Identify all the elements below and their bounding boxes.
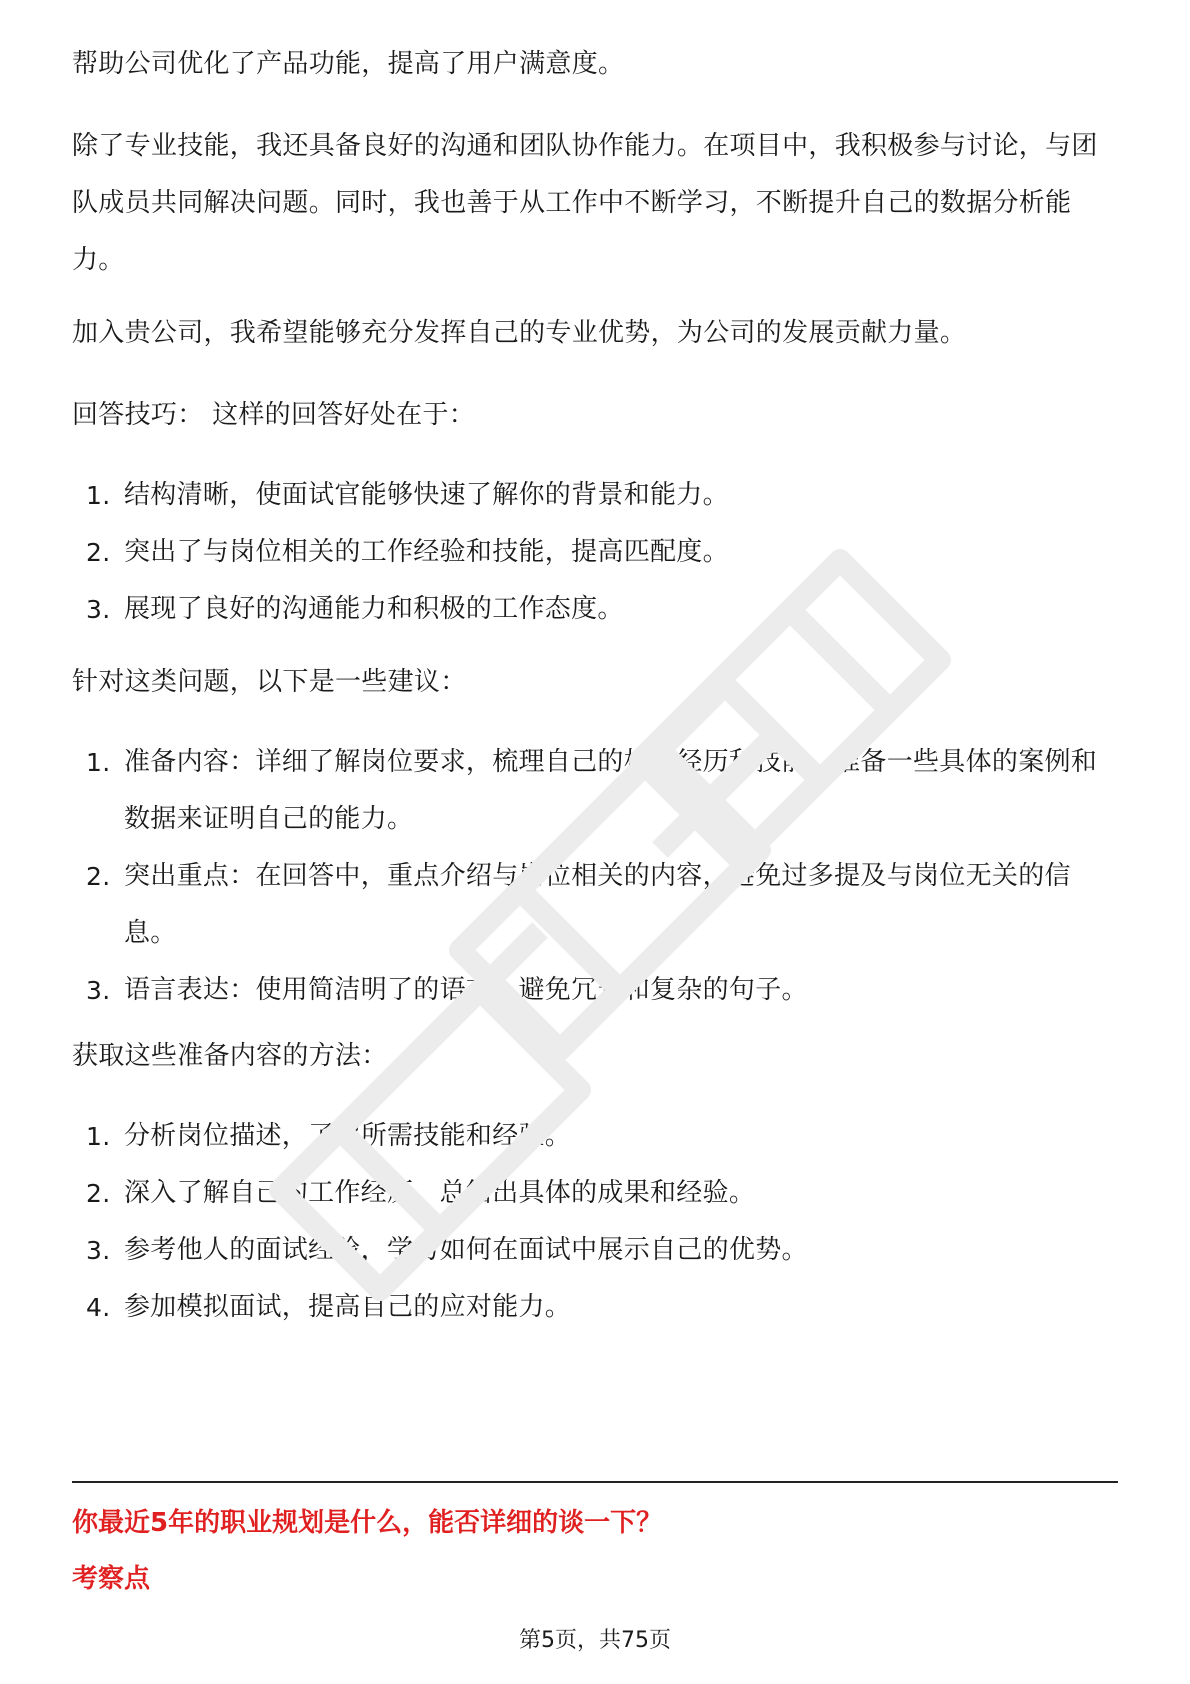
list-number: 2. xyxy=(86,538,111,567)
list-text: 参加模拟面试，提高自己的应对能力。 xyxy=(124,1292,572,1322)
paragraph-3: 加入贵公司，我希望能够充分发挥自己的专业优势，为公司的发展贡献力量。 xyxy=(72,318,967,348)
list-item xyxy=(72,1279,1118,1336)
method-intro: 获取这些准备内容的方法： xyxy=(72,1041,388,1071)
list-number: 1. xyxy=(86,1122,111,1151)
list-item xyxy=(72,1108,1118,1165)
list-number: 4. xyxy=(86,1293,111,1322)
advice-list xyxy=(72,734,1118,1019)
answer-tips-heading: 回答技巧： 这样的回答好处在于： xyxy=(72,400,476,430)
list-text: 深入了解自己的工作经历，总结出具体的成果和经验。 xyxy=(124,1178,756,1208)
list-item xyxy=(72,848,1118,962)
list-text: 准备内容：详细了解岗位要求，梳理自己的相关经历和技能，准备一些具体的案例和数据来证明自己的能力。 xyxy=(124,747,1098,834)
list-number: 3. xyxy=(86,1236,111,1265)
list-item xyxy=(72,1165,1118,1222)
paragraph-1: 帮助公司优化了产品功能，提高了用户满意度。 xyxy=(72,49,625,79)
section-divider xyxy=(72,1481,1118,1483)
list-item xyxy=(72,734,1118,848)
tips-list xyxy=(72,467,1118,638)
method-list xyxy=(72,1108,1118,1336)
list-item xyxy=(72,524,1118,581)
section-label: 考察点 xyxy=(72,1564,151,1594)
list-text: 突出了与岗位相关的工作经验和技能，提高匹配度。 xyxy=(124,537,729,567)
document-page xyxy=(72,0,1118,1684)
list-number: 2. xyxy=(86,862,111,891)
list-number: 3. xyxy=(86,595,111,624)
page-footer: 第5页，共75页 xyxy=(519,1628,671,1653)
list-text: 突出重点：在回答中，重点介绍与岗位相关的内容，避免过多提及与岗位无关的信息。 xyxy=(124,861,1071,948)
list-number: 3. xyxy=(86,976,111,1005)
list-number: 2. xyxy=(86,1179,111,1208)
list-number: 1. xyxy=(86,748,111,777)
list-text: 结构清晰，使面试官能够快速了解你的背景和能力。 xyxy=(124,480,729,510)
list-text: 展现了良好的沟通能力和积极的工作态度。 xyxy=(124,594,624,624)
list-item xyxy=(72,581,1118,638)
list-text: 分析岗位描述，了解所需技能和经验。 xyxy=(124,1121,572,1151)
advice-intro: 针对这类问题，以下是一些建议： xyxy=(72,667,467,697)
list-item xyxy=(72,1222,1118,1279)
list-item xyxy=(72,467,1118,524)
list-text: 参考他人的面试经验，学习如何在面试中展示自己的优势。 xyxy=(124,1235,808,1265)
list-number: 1. xyxy=(86,481,111,510)
list-item xyxy=(72,962,1118,1019)
list-text: 语言表达：使用简洁明了的语言，避免冗长和复杂的句子。 xyxy=(124,975,808,1005)
question-heading: 你最近5年的职业规划是什么，能否详细的谈一下？ xyxy=(72,1508,663,1538)
paragraph-2: 除了专业技能，我还具备良好的沟通和团队协作能力。在项目中，我积极参与讨论，与团队成员共同解决问题。同时，我也善于从工作中不断学习，不断提升自己的数据分析能力。 xyxy=(72,131,1098,275)
